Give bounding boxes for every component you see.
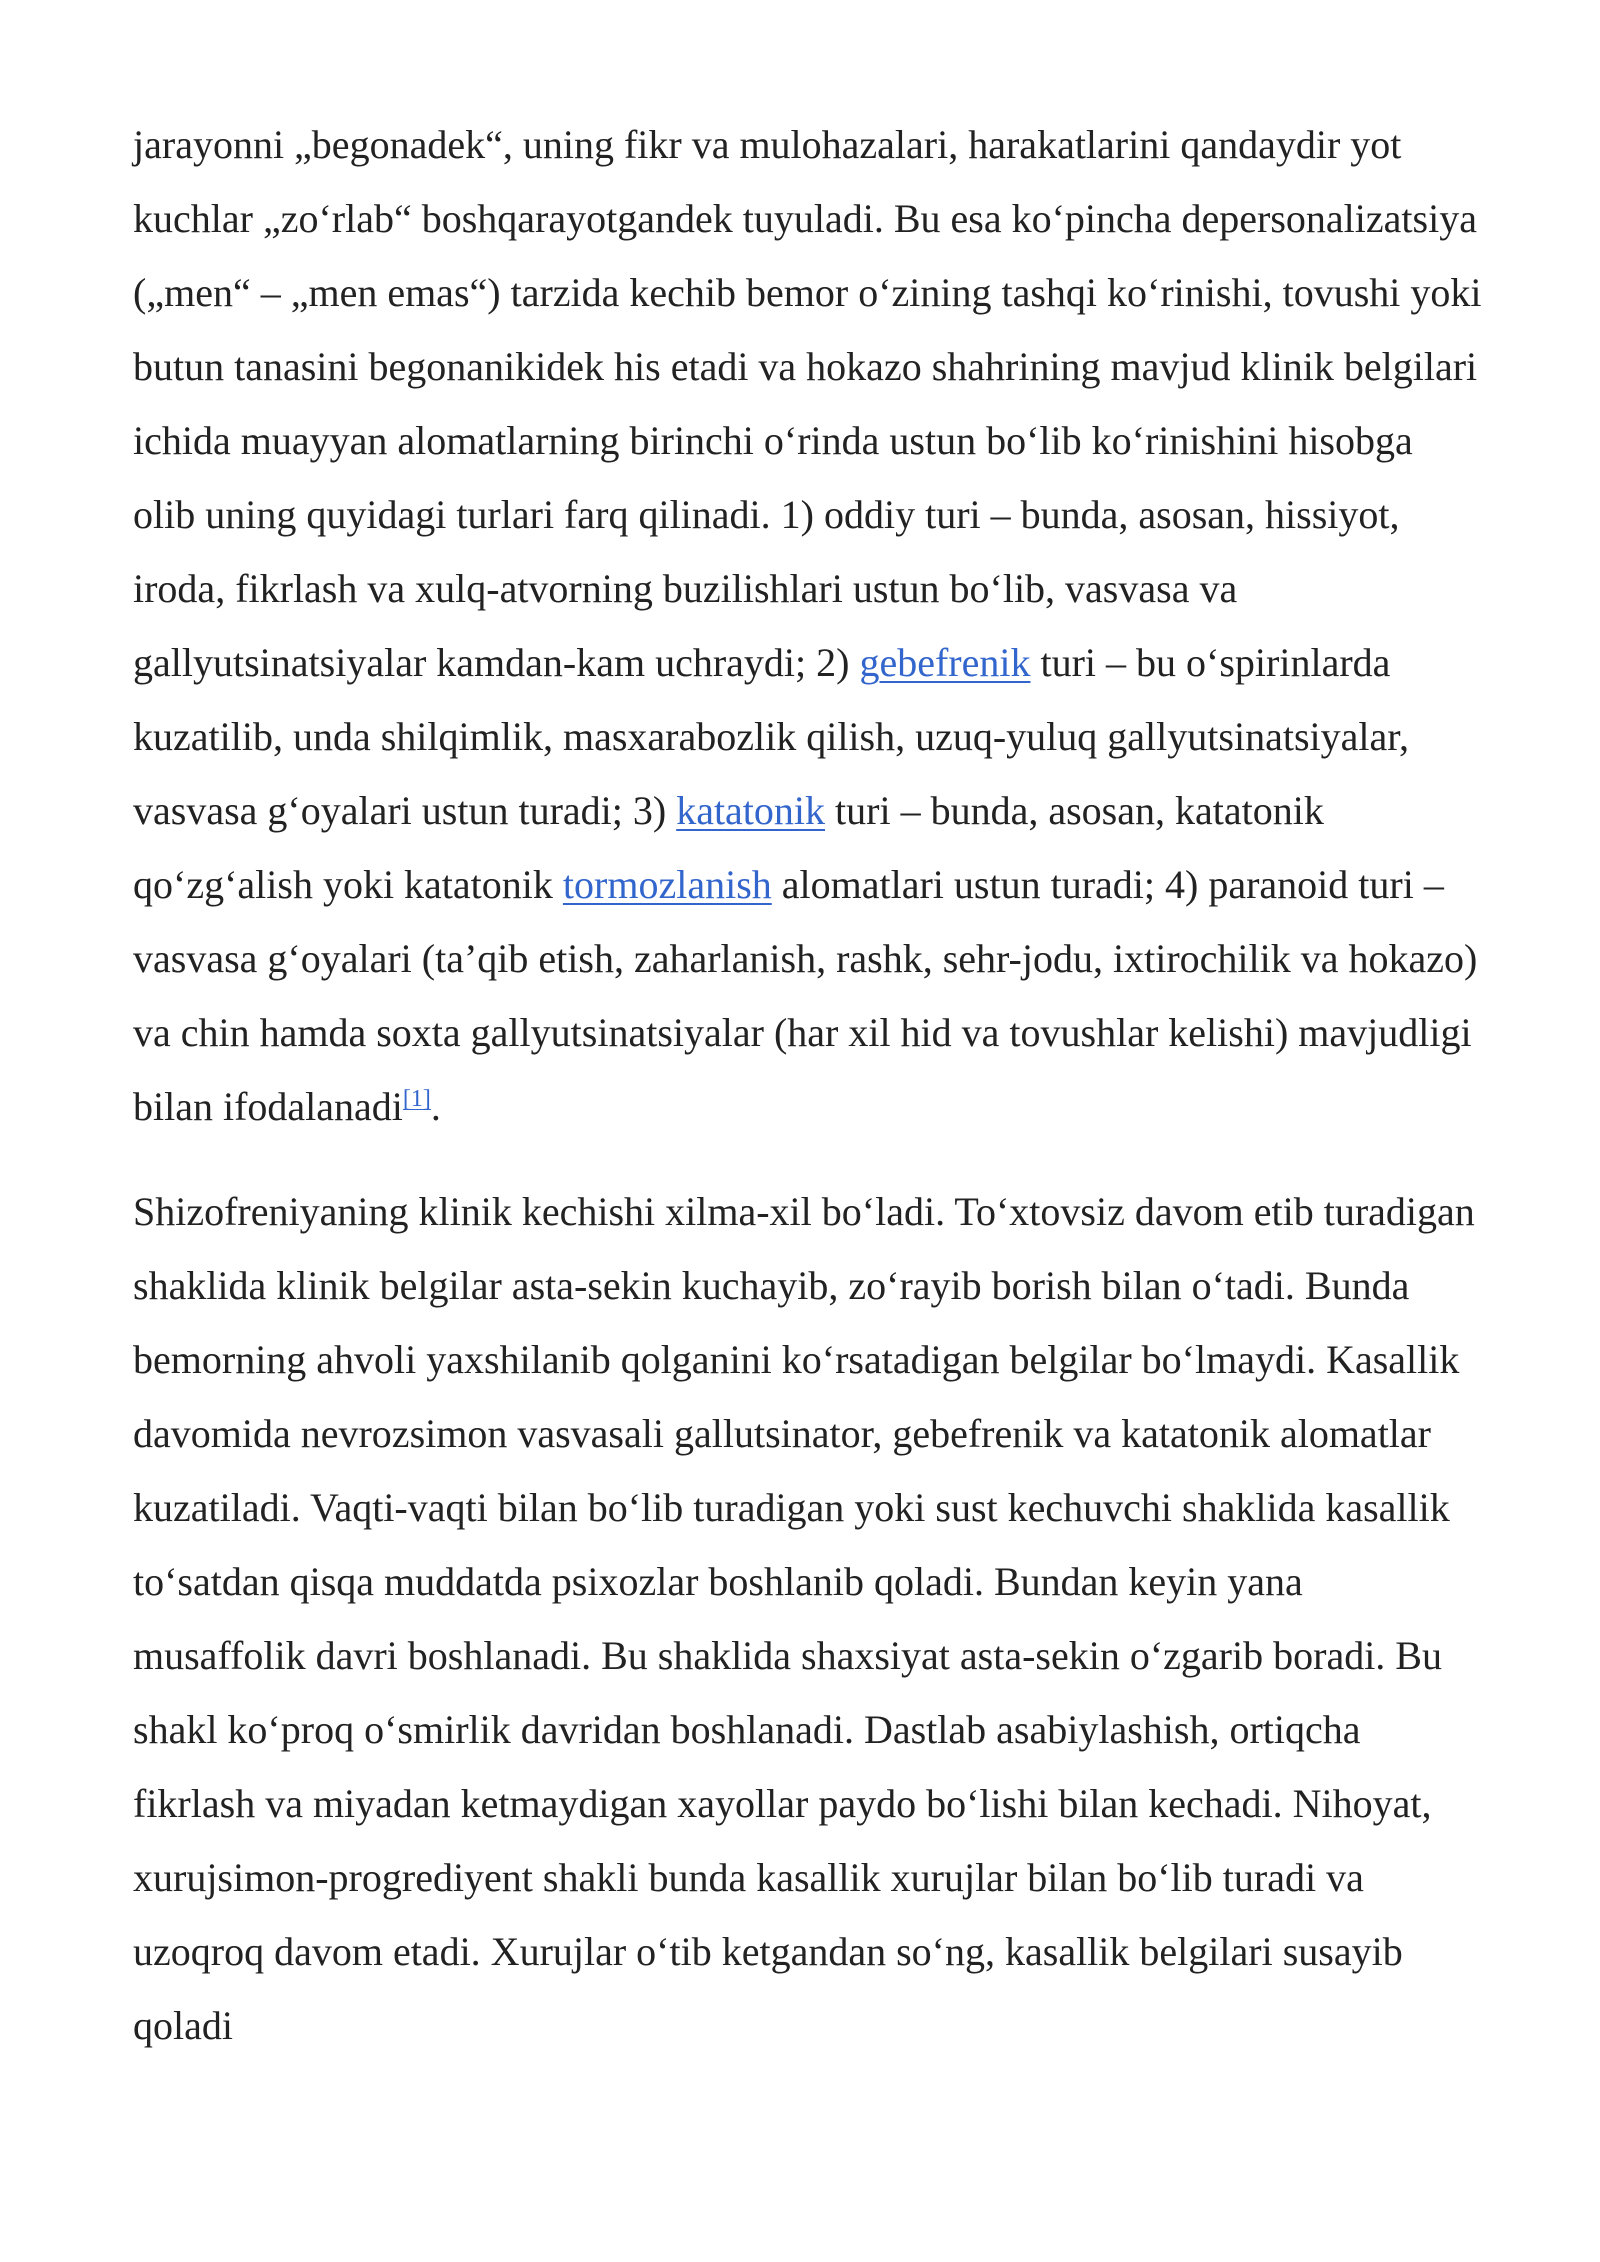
- paragraph-schizophrenia-types: [133, 108, 1483, 1144]
- link-katatonik[interactable]: katatonik: [676, 788, 826, 833]
- document-page: [133, 108, 1483, 2063]
- paragraph-text: alomatlari ustun turadi; 4) paranoid turi – vasvasa g‘oyalari (ta’qib etish, zaharlanish, rashk, sehr-jodu, ixtirochilik va hokazo) va chin hamda soxta gallyutsinatsiyalar (har xil hid va tovushlar kelishi) mavjudligi bilan ifodalanadi: [133, 862, 1478, 1129]
- link-tormozlanish[interactable]: tormozlanish: [562, 862, 772, 907]
- paragraph-clinical-course: Shizofreniyaning klinik kechishi xilma-xil bo‘ladi. To‘xtovsiz davom etib turadigan shaklida klinik belgilar asta-sekin kuchayib, zo‘rayib borish bilan o‘tadi. Bunda bemorning ahvoli yaxshilanib qolganini ko‘rsatadigan belgilar bo‘lmaydi. Kasallik davomida nevrozsimon vasvasali gallutsinator, gebefrenik va katatonik alomatlar kuzatiladi. Vaqti-vaqti bilan bo‘lib turadigan yoki sust kechuvchi shaklida kasallik to‘satdan qisqa muddatda psixozlar boshlanib qoladi. Bundan keyin yana musaffolik davri boshlanadi. Bu shaklida shaxsiyat asta-sekin o‘zgarib boradi. Bu shakl ko‘proq o‘smirlik davridan boshlanadi. Dastlab asabiylashish, ortiqcha fikrlash va miyadan ketmaydigan xayollar paydo bo‘lishi bilan kechadi. Nihoyat, xurujsimon-progrediyent shakli bunda kasallik xurujlar bilan bo‘lib turadi va uzoqroq davom etadi. Xurujlar o‘tib ketgandan so‘ng, kasallik belgilari susayib qoladi: [133, 1189, 1475, 2048]
- link-gebefrenik[interactable]: gebefrenik: [859, 640, 1031, 685]
- paragraph-text: jarayonni „begonadek“, uning fikr va mulohazalari, harakatlarini qandaydir yot kuchlar „zo‘rlab“ boshqarayotgandek tuyuladi. Bu esa ko‘pincha depersonalizatsiya („men“ – „men emas“) tarzida kechib bemor o‘zining tashqi ko‘rinishi, tovushi yoki butun tanasini begonanikidek his etadi va hokazo shahrining mavjud klinik belgilari ichida muayyan alomatlarning birinchi o‘rinda ustun bo‘lib ko‘rinishini hisobga olib uning quyidagi turlari farq qilinadi. 1) oddiy turi – bunda, asosan, hissiyot, iroda, fikrlash va xulq-atvorning buzilishlari ustun bo‘lib, vasvasa va gallyutsinatsiyalar kamdan-kam uchraydi; 2): [133, 122, 1482, 685]
- paragraph-text: .: [430, 1084, 441, 1129]
- footnote-link[interactable]: [1]: [402, 1086, 431, 1112]
- paragraph-text: turi – bunda, asosan, katatonik qo‘zg‘alish yoki katatonik: [133, 788, 1324, 907]
- paragraph-text: turi – bu o‘spirinlarda kuzatilib, unda shilqimlik, masxarabozlik qilish, uzuq-yuluq gallyutsinatsiyalar, vasvasa g‘oyalari ustun turadi; 3): [133, 640, 1409, 833]
